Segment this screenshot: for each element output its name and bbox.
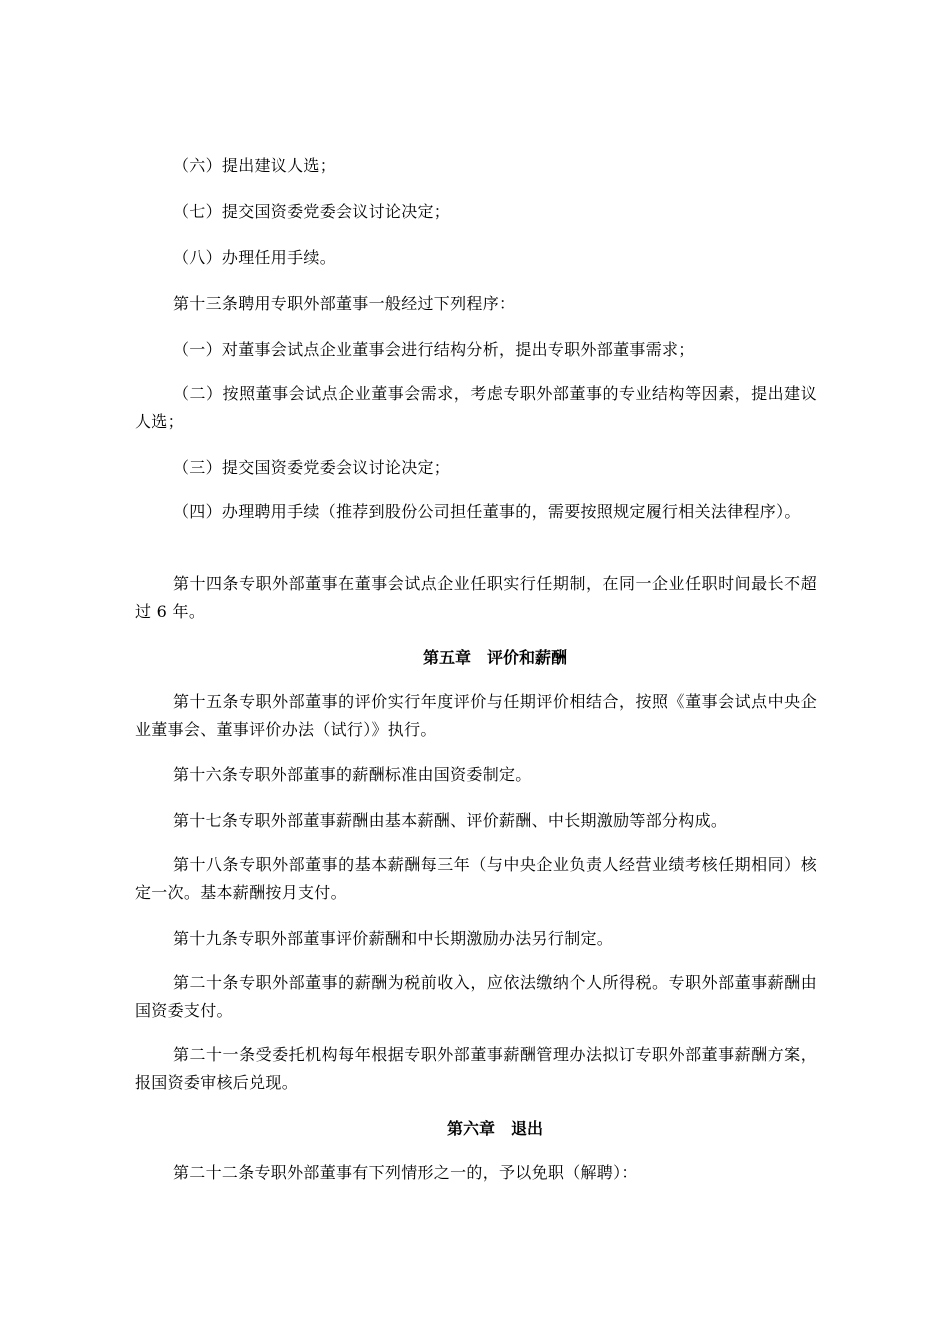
paragraph-item-7: （七）提交国资委党委会议讨论决定；	[173, 202, 451, 221]
paragraph-article-22: 第二十二条专职外部董事有下列情形之一的，予以免职（解聘）：	[173, 1163, 638, 1182]
paragraph-article-15: 第十五条专职外部董事的评价实行年度评价与任期评价相结合，按照《董事会试点中央企业董事会、董事评价办法（试行）》执行。	[135, 692, 817, 739]
paragraph-item-8: （八）办理任用手续。	[173, 248, 337, 267]
paragraph-article-14: 第十四条专职外部董事在董事会试点企业任职实行任期制，在同一企业任职时间最长不超过 6 年。	[135, 574, 817, 621]
paragraph-article-16: 第十六条专职外部董事的薪酬标准由国资委制定。	[173, 765, 532, 784]
paragraph-item-1: （一）对董事会试点企业董事会进行结构分析，提出专职外部董事需求；	[173, 340, 695, 359]
chapter-5-heading: 第五章 评价和薪酬	[422, 648, 567, 667]
paragraph-article-18: 第十八条专职外部董事的基本薪酬每三年（与中央企业负责人经营业绩考核任期相同）核定一次。基本薪酬按月支付。	[135, 855, 817, 902]
paragraph-article-21: 第二十一条受委托机构每年根据专职外部董事薪酬管理办法拟订专职外部董事薪酬方案，报国资委审核后兑现。	[135, 1045, 817, 1092]
chapter-6-heading: 第六章 退出	[446, 1119, 543, 1138]
paragraph-article-13: 第十三条聘用专职外部董事一般经过下列程序：	[173, 294, 516, 313]
paragraph-article-19: 第十九条专职外部董事评价薪酬和中长期激励办法另行制定。	[173, 929, 614, 948]
paragraph-article-20: 第二十条专职外部董事的薪酬为税前收入，应依法缴纳个人所得税。专职外部董事薪酬由国资委支付。	[135, 973, 817, 1020]
paragraph-item-3: （三）提交国资委党委会议讨论决定；	[173, 458, 451, 477]
paragraph-article-17: 第十七条专职外部董事薪酬由基本薪酬、评价薪酬、中长期激励等部分构成。	[173, 811, 728, 830]
paragraph-item-4: （四）办理聘用手续（推荐到股份公司担任董事的，需要按照规定履行相关法律程序）。	[173, 502, 801, 521]
paragraph-item-6: （六）提出建议人选；	[173, 156, 337, 175]
paragraph-item-2: （二）按照董事会试点企业董事会需求，考虑专职外部董事的专业结构等因素，提出建议人选；	[135, 384, 817, 431]
